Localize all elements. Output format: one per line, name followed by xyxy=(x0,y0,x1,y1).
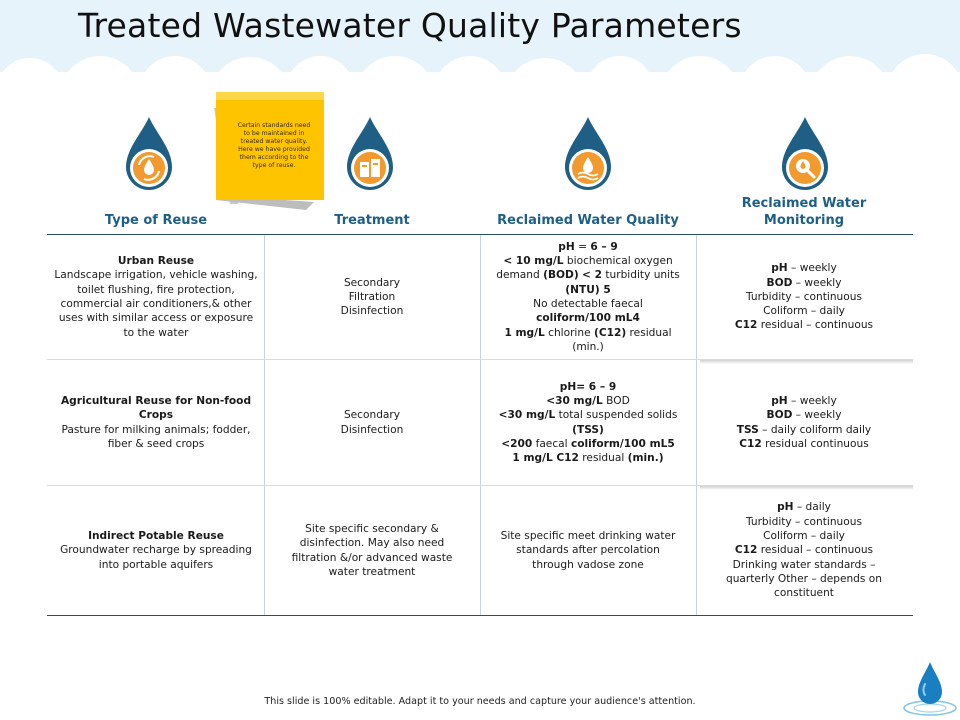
text: residual – continuous xyxy=(757,319,874,332)
cell-line xyxy=(536,311,640,325)
bold-text: <30 mg/L xyxy=(498,409,556,422)
cell-line: Disinfection xyxy=(340,305,404,318)
bold-text: pH xyxy=(777,501,794,514)
text: – daily coliform daily xyxy=(758,423,872,436)
table-cell-monitoring xyxy=(700,236,908,358)
cell-line: Secondary xyxy=(343,276,401,289)
bold-text: coliform/100 mL5 xyxy=(570,437,675,450)
bold-text: (TSS) xyxy=(572,423,604,436)
treatment-plant-icon xyxy=(345,115,395,195)
cell-line xyxy=(771,394,837,408)
table-bottom-rule xyxy=(47,615,913,616)
cell-line: disinfection. May also need xyxy=(299,537,445,550)
bold-text: <200 xyxy=(501,437,533,450)
cell-line xyxy=(735,543,873,557)
bold-text: BOD xyxy=(766,409,793,422)
column-divider xyxy=(480,235,481,615)
bold-text: (min.) xyxy=(627,452,664,465)
table-cell-quality xyxy=(484,487,692,614)
table-cell-reuse xyxy=(52,361,260,484)
cell-line xyxy=(767,408,842,422)
reuse-description: Landscape irrigation, vehicle washing, toilet flushing, fire protection, commercial air conditioners,& other uses with similar access or exposure to the water xyxy=(54,269,258,339)
cell-line xyxy=(572,340,604,354)
bold-text: coliform/100 mL4 xyxy=(536,312,640,325)
bold-text: BOD xyxy=(766,276,793,289)
column-divider xyxy=(696,235,697,615)
cell-line xyxy=(533,297,643,311)
bold-text: 1 mg/L C12 xyxy=(512,452,579,465)
cell-line xyxy=(496,268,680,282)
bold-text: < 10 mg/L xyxy=(503,255,564,268)
cell-line xyxy=(763,304,845,318)
cell-line: filtration &/or advanced waste xyxy=(291,551,453,564)
text: Coliform – daily xyxy=(763,305,845,318)
cell-line xyxy=(503,254,672,268)
column-header-type-of-reuse: Type of Reuse xyxy=(104,213,208,228)
table-cell-quality xyxy=(484,361,692,484)
reuse-title: Indirect Potable Reuse xyxy=(88,530,224,543)
cell-line xyxy=(501,529,676,543)
table-cell-treatment xyxy=(268,361,476,484)
text: = xyxy=(574,240,591,253)
text: constituent xyxy=(774,587,834,600)
bold-text: <30 mg/L xyxy=(546,394,603,407)
cell-line xyxy=(777,500,831,514)
cell-line xyxy=(726,572,882,586)
cell-line xyxy=(532,558,644,572)
cell-line xyxy=(774,586,834,600)
recycle-water-icon xyxy=(124,115,174,195)
table-cell-monitoring xyxy=(700,487,908,614)
text: Turbidity – continuous xyxy=(746,290,862,303)
cell-line: Site specific secondary & xyxy=(305,522,439,535)
cell-line xyxy=(546,394,630,408)
text: – daily xyxy=(793,501,831,514)
water-quality-icon xyxy=(563,115,613,195)
bold-text: < 2 xyxy=(582,269,602,282)
text: standards after percolation xyxy=(516,544,660,557)
text: through vadose zone xyxy=(532,558,644,571)
text: BOD xyxy=(602,394,630,407)
bold-text: pH= 6 – 9 xyxy=(559,380,617,393)
text: turbidity units xyxy=(601,269,680,282)
cell-line xyxy=(763,529,845,543)
text: quarterly Other – depends on xyxy=(725,572,882,585)
text: residual – continuous xyxy=(757,544,874,557)
table-cell-monitoring xyxy=(700,361,908,484)
cell-line xyxy=(735,318,873,332)
cell-line: Secondary xyxy=(343,409,401,422)
bold-text: C12 xyxy=(734,319,758,332)
text: residual xyxy=(626,326,672,339)
text: – weekly xyxy=(787,262,837,275)
column-divider xyxy=(264,235,265,615)
sticky-note-text: Certain standards need to be maintained in treated water quality. Here we have provided them according to the type of reuse. xyxy=(237,122,311,169)
bold-text: C12 xyxy=(734,544,758,557)
bold-text: (NTU) 5 xyxy=(565,283,611,296)
table-cell-reuse xyxy=(52,236,260,358)
cell-line xyxy=(558,240,618,254)
page-title: Treated Wastewater Quality Parameters xyxy=(78,6,742,45)
cell-line xyxy=(572,423,604,437)
text: chlorine xyxy=(544,326,594,339)
column-header-treatment: Treatment xyxy=(334,213,410,228)
text: – weekly xyxy=(787,394,837,407)
text: – weekly xyxy=(792,409,842,422)
table-cell-treatment xyxy=(268,487,476,614)
reuse-description: Pasture for milking animals; fodder, fiber & seed crops xyxy=(61,423,251,450)
cell-line xyxy=(560,380,616,394)
cell-line: Disinfection xyxy=(340,423,404,436)
footer-note: This slide is 100% editable. Adapt it to your needs and capture your audience's attention. xyxy=(264,696,696,707)
cell-line xyxy=(516,543,660,557)
table-cell-reuse xyxy=(52,487,260,614)
cell-line: water treatment xyxy=(328,565,416,578)
text: demand xyxy=(496,269,544,282)
bold-text: (BOD) xyxy=(543,269,579,282)
column-header-reclaimed-water-quality: Reclaimed Water Quality xyxy=(497,213,679,228)
text: biochemical oxygen xyxy=(563,255,673,268)
cell-line xyxy=(746,290,862,304)
cell-line: Filtration xyxy=(348,290,396,303)
text: total suspended solids xyxy=(555,409,678,422)
text: residual continuous xyxy=(761,437,869,450)
text: No detectable faecal xyxy=(533,298,643,310)
cell-line xyxy=(501,437,675,451)
text: Site specific meet drinking water xyxy=(500,530,676,543)
table-cell-quality xyxy=(484,236,692,358)
reuse-description: Groundwater recharge by spreading into portable aquifers xyxy=(60,544,252,571)
cell-line xyxy=(504,326,671,340)
text: Coliform – daily xyxy=(763,530,845,543)
sticky-note xyxy=(210,92,330,210)
cell-line xyxy=(499,408,678,422)
text: faecal xyxy=(532,437,571,450)
bold-text: (C12) xyxy=(593,326,627,339)
cell-line xyxy=(746,515,862,529)
water-drop-splash-icon xyxy=(896,656,960,720)
text: – weekly xyxy=(792,276,842,289)
cell-line xyxy=(565,283,610,297)
bold-text: pH xyxy=(558,240,575,253)
bold-text: 6 – 9 xyxy=(590,240,618,253)
cell-line xyxy=(733,558,876,572)
cell-line xyxy=(737,423,871,437)
cell-line xyxy=(739,437,869,451)
text: Drinking water standards – xyxy=(732,558,876,571)
bold-text: pH xyxy=(771,262,788,275)
column-header-reclaimed-water-monitoring: Reclaimed Water Monitoring xyxy=(741,196,867,228)
reuse-title: Agricultural Reuse for Non-food Crops xyxy=(60,394,252,422)
bold-text: TSS xyxy=(736,423,759,436)
bold-text: 1 mg/L xyxy=(504,326,545,339)
cell-line xyxy=(767,276,842,290)
monitoring-magnifier-icon xyxy=(780,115,830,195)
bold-text: C12 xyxy=(739,437,762,450)
text: residual xyxy=(578,452,628,465)
table-cell-treatment xyxy=(268,236,476,358)
text: Turbidity – continuous xyxy=(746,515,862,528)
text: (min.) xyxy=(572,340,604,353)
reuse-title: Urban Reuse xyxy=(117,255,195,268)
bold-text: pH xyxy=(771,394,788,407)
cell-line xyxy=(512,451,663,465)
cell-line xyxy=(771,261,837,275)
